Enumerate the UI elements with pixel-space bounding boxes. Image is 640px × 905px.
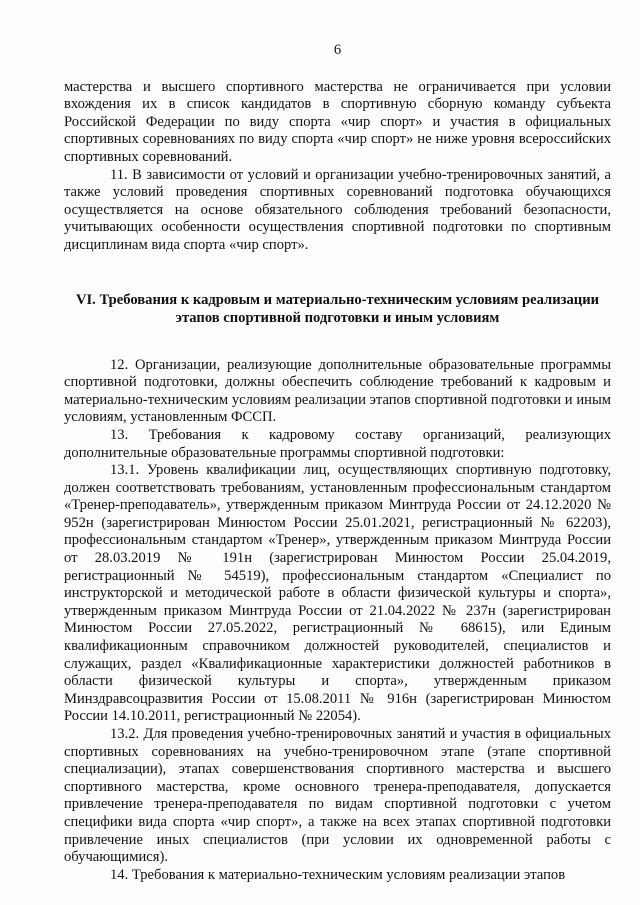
paragraph-continuation: мастерства и высшего спортивного мастерства не ограничивается при условии вхождения их в список кандидатов в спортивную сборную команду субъекта Российской Федерации по виду спорта «чир спорт» и участия в официальных спортивных соревнованиях по виду спорта «чир спорт» не ниже уровня всероссийских спортивных соревнований. [64, 78, 611, 165]
page-number: 6 [333, 42, 342, 58]
paragraph-11: 11. В зависимости от условий и организации учебно-тренировочных занятий, а также условий проведения спортивных соревнований подготовка обучающихся осуществляется на основе обязательного соблюдения требований безопасности, учитывающих особенности осуществления спортивной подготовки по спортивным дисциплинам вида спорта «чир спорт». [64, 166, 611, 253]
paragraph-14: 14. Требования к материально-техническим условиям реализации этапов [110, 866, 566, 883]
paragraph-13-2: 13.2. Для проведения учебно-тренировочных занятий и участия в официальных спортивных соревнованиях на учебно-тренировочном этапе (этапе спортивной специализации), этапах совершенствования спортивного мастерства и высшего спортивного мастерства, кроме основного тренера-преподавателя, допускается привлечение тренера-преподавателя по видам спортивной подготовки с учетом специфики вида спорта «чир спорт», а также на всех этапах спортивной подготовки привлечение иных специалистов (при условии их одновременной работы с обучающимися). [64, 726, 611, 866]
paragraph-13-1: 13.1. Уровень квалификации лиц, осуществляющих спортивную подготовку, должен соответствовать требованиям, установленным профессиональным стандартом «Тренер-преподаватель», утвержденным приказом Минтруда России от 24.12.2020 № 952н (зарегистрирован Минюстом России 25.01.2021, регистрационный № 62203), профессиональным стандартом «Тренер», утвержденным приказом Минтруда России от 28.03.2019 № 191н (зарегистрирован Минюстом России 25.04.2019, регистрационный № 54519), профессиональным стандартом «Специалист по инструкторской и методической работе в области физической культуры и спорта», утвержденным приказом Минтруда России от 21.04.2022 № 237н (зарегистрирован Минюстом России 27.05.2022, регистрационный № 68615), или Единым квалификационным справочником должностей руководителей, специалистов и служащих, раздел «Квалификационные характеристики должностей работников в области физической культуры и спорта», утвержденным приказом Минздравсоцразвития России от 15.08.2011 № 916н (зарегистрирован Минюстом России 14.10.2011, регистрационный № 22054). [64, 462, 611, 725]
section-heading: VI. Требования к кадровым и материально-техническим условиям реализации этапов спортивной подготовки и иным условиям [75, 291, 600, 326]
paragraph-12: 12. Организации, реализующие дополнительные образовательные программы спортивной подготовки, должны обеспечить соблюдение требований к кадровым и материально-техническим условиям реализации этапов спортивной подготовки и иным условиям, установленным ФССП. [64, 356, 611, 426]
paragraph-13: 13. Требования к кадровому составу организаций, реализующих дополнительные образовательные программы спортивной подготовки: [64, 426, 611, 461]
